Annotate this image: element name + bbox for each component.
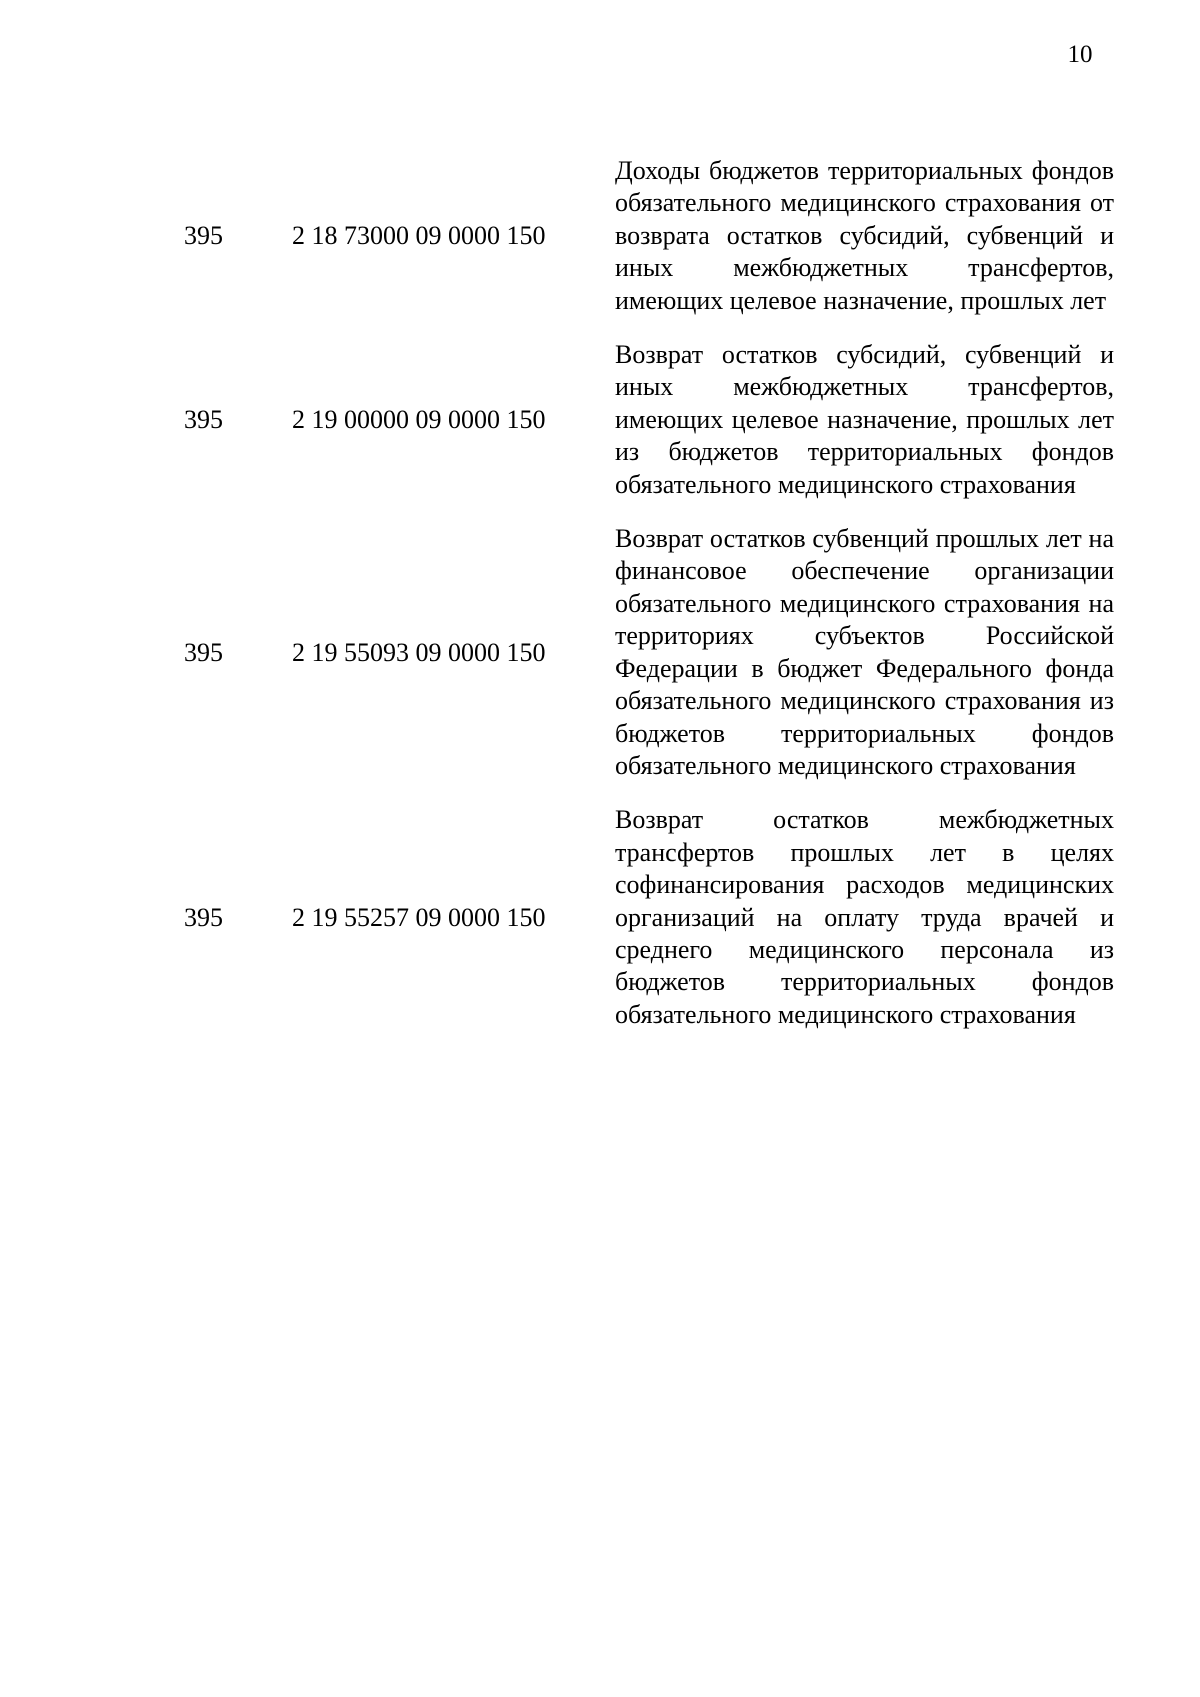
kbk-code-cell: 2 19 55257 09 0000 150 xyxy=(292,902,546,932)
admin-code-cell: 395 xyxy=(184,637,223,667)
table-row xyxy=(0,155,1200,317)
kbk-code-cell: 2 19 00000 09 0000 150 xyxy=(292,405,546,435)
kbk-code-cell: 2 18 73000 09 0000 150 xyxy=(292,221,546,251)
page-number: 10 xyxy=(1067,41,1093,68)
description-cell: Возврат остатков межбюджетных трансфертов прошлых лет в целях софинансирования расходов медицинских организаций на оплату труда врачей и среднего медицинского персонала из бюджетов территориальных фондов обязательного медицинского страхования xyxy=(615,805,1114,1029)
admin-code-cell: 395 xyxy=(184,221,223,251)
table-row xyxy=(0,523,1200,782)
description-cell: Возврат остатков субсидий, субвенций и иных межбюджетных трансфертов, имеющих целевое назначение, прошлых лет из бюджетов территориальных фондов обязательного медицинского страхования xyxy=(615,340,1114,499)
table-row xyxy=(0,804,1200,1031)
admin-code-cell: 395 xyxy=(184,405,223,435)
table-row xyxy=(0,339,1200,501)
description-cell: Возврат остатков субвенций прошлых лет на финансовое обеспечение организации обязательного медицинского страхования на территориях субъектов Российской Федерации в бюджет Федерального фонда обязательного медицинского страхования из бюджетов территориальных фондов обязательного медицинского страхования xyxy=(615,524,1114,780)
admin-code-cell: 395 xyxy=(184,902,223,932)
budget-code-table xyxy=(0,155,1200,1053)
kbk-code-cell: 2 19 55093 09 0000 150 xyxy=(292,637,546,667)
description-cell: Доходы бюджетов территориальных фондов обязательного медицинского страхования от возврата остатков субсидий, субвенций и иных межбюджетных трансфертов, имеющих целевое назначение, прошлых лет xyxy=(615,156,1114,315)
